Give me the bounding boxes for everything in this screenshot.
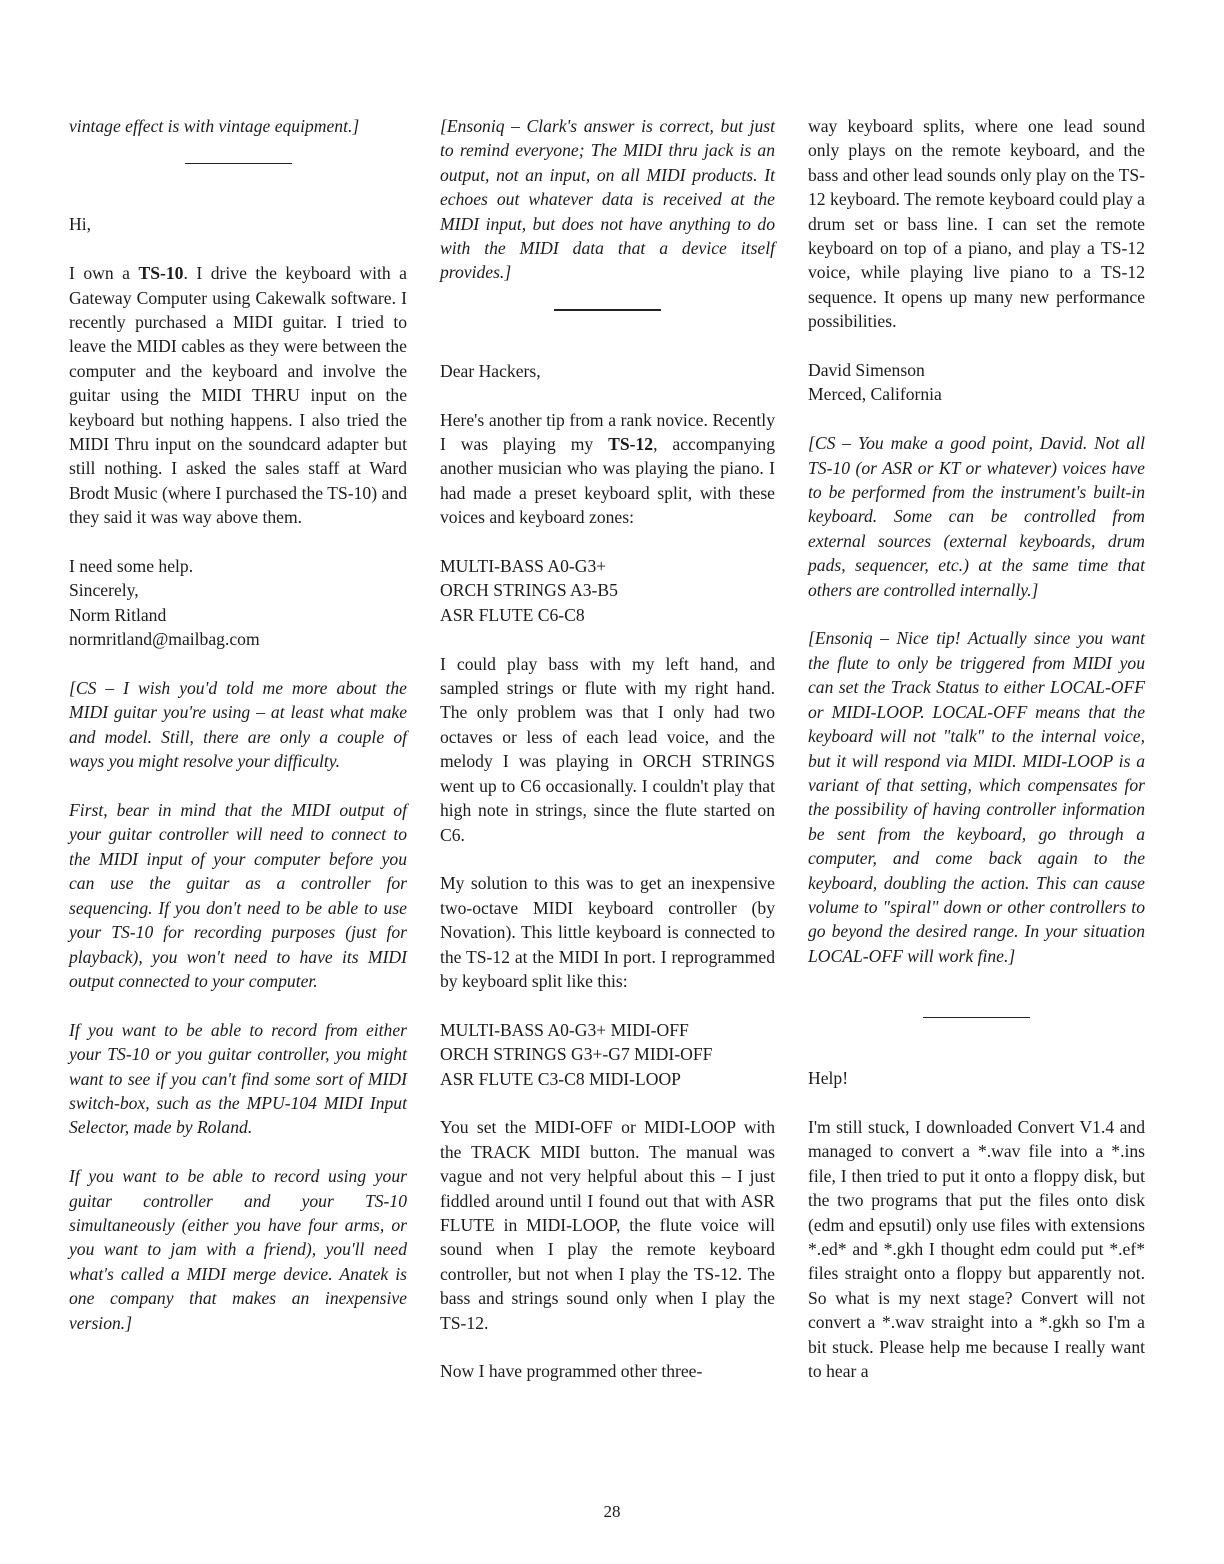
reply-paragraph: [Ensoniq – Nice tip! Actually since you want the flute to only be triggered from MIDI you can set the Track Status to either LOCAL-OFF or MIDI-LOOP. LOCAL-OFF means that the keyboard will not "talk" to the internal voice, but it will respond via MIDI. MIDI-LOOP is a variant of that setting, which compensates for the possibility of having controller information be sent from the keyboard, go through a computer, and come back again to the keyboard, doubling the action. This can cause volume to "spiral" down or other controllers to go beyond the desired range. In your situation LOCAL-OFF will work fine.] (808, 628, 1145, 966)
product-name: TS-10 (138, 263, 184, 284)
signature-block (69, 554, 407, 652)
zone-line: MULTI-BASS A0-G3+ MIDI-OFF (440, 1019, 689, 1040)
reply-paragraph: If you want to be able to record from either your TS-10 or you guitar controller, you might want to see if you can't find some sort of MIDI switch-box, such as the MPU-104 MIDI Input Selector, made by Roland. (69, 1019, 407, 1138)
signature-name: Norm Ritland (69, 604, 167, 625)
reply-paragraph: If you want to be able to record using your guitar controller and your TS-10 simultaneously (either you have four arms, or you want to jam with a friend), you'll need what's called a MIDI merge device. Anatek is one company that makes an inexpensive version.] (69, 1166, 407, 1333)
product-name: TS-12 (608, 434, 654, 455)
letter-paragraph (440, 408, 775, 530)
zone-list (440, 1018, 775, 1091)
salutation: Help! (808, 1068, 849, 1089)
letter-paragraph: My solution to this was to get an inexpensive two-octave MIDI keyboard controller (by Novation). This little keyboard is connected to the TS-12 at the MIDI In port. I reprogrammed by keyboard split like this: (440, 873, 775, 991)
text-run: I own a (69, 263, 139, 284)
salutation: Hi, (69, 214, 91, 235)
signature-location: Merced, California (808, 384, 942, 405)
zone-line: ASR FLUTE C3-C8 MIDI-LOOP (440, 1068, 681, 1089)
salutation: Dear Hackers, (440, 360, 541, 381)
signature-name: David Simenson (808, 360, 925, 381)
letter-paragraph: way keyboard splits, where one lead sound only plays on the remote keyboard, and the bass and other lead sounds only play on the TS-12 keyboard. The remote keyboard could play a drum set or bass line. I can set the remote keyboard on top of a piano, and play a TS-12 voice, while playing live piano to a TS-12 sequence. It opens up many new performance possibilities. (808, 116, 1145, 332)
page-number: 28 (603, 1502, 621, 1521)
reply-paragraph: [CS – I wish you'd told me more about the MIDI guitar you're using – at least what make and model. Still, there are only a couple of ways you might resolve your difficulty. (69, 678, 407, 772)
reply-paragraph: [Ensoniq – Clark's answer is correct, but just to remind everyone; The MIDI thru jack is an output, not an input, on all MIDI products. It echoes out whatever data is received at the MIDI input, but does not have anything to do with the MIDI data that a device itself provides.] (440, 116, 775, 283)
signature-block (808, 358, 1145, 407)
column-3 (808, 114, 1145, 1408)
text-run: , accompanying another musician who was playing the piano. I had made a preset keyboard split, with these voices and keyboard zones: (440, 434, 775, 528)
section-divider (923, 1017, 1030, 1019)
letter-paragraph: I could play bass with my left hand, and sampled strings or flute with my right hand. The only problem was that I only had two octaves or less of each lead voice, and the melody I was playing in ORCH STRINGS went up to C6 occasionally. I couldn't play that high note in strings, since the flute started on C6. (440, 653, 775, 845)
signature-line: I need some help. (69, 556, 194, 577)
letter-paragraph: You set the MIDI-OFF or MIDI-LOOP with the TRACK MIDI button. The manual was vague and not very helpful about this – I just fiddled around until I found out that with ASR FLUTE in MIDI-LOOP, the flute voice will sound when I play the remote keyboard controller, but not when I play the TS-12. The bass and strings sound only when I play the TS-12. (440, 1117, 775, 1333)
zone-line: MULTI-BASS A0-G3+ (440, 556, 607, 577)
zone-list (440, 554, 775, 627)
text-run: Here's another tip from a rank novice. Recently I was playing my (440, 409, 775, 455)
text-run: . I drive the keyboard with a Gateway Computer using Cakewalk software. I recently purchased a MIDI guitar. I tried to leave the MIDI cables as they were between the computer and the keyboard and involve the guitar using the MIDI THRU input on the keyboard but nothing happens. I also tried the MIDI Thru input on the soundcard adapter but still nothing. I asked the sales staff at Ward Brodt Music (where I purchased the TS-10) and they said it was way above them. (69, 263, 407, 528)
section-divider (185, 163, 292, 165)
zone-line: ORCH STRINGS A3-B5 (440, 580, 618, 601)
letter-paragraph (69, 261, 407, 529)
paragraph: vintage effect is with vintage equipment.] (69, 116, 360, 136)
letter-paragraph: I'm still stuck, I downloaded Convert V1.4 and managed to convert a *.wav file into a *.ins file, I then tried to put it onto a floppy disk, but the two programs that put the files onto disk (edm and epsutil) only use files with extensions *.ed* and *.gkh I thought edm could put *.ef* files straight onto a floppy but apparently not. So what is my next stage? Convert will not convert a *.wav straight into a *.gkh so I'm a bit stuck. Please help me because I really want to hear a (808, 1116, 1145, 1382)
letter-paragraph: Now I have programmed other three- (440, 1361, 703, 1382)
section-divider (554, 309, 661, 311)
signature-line: Sincerely, (69, 580, 139, 601)
reply-paragraph: [CS – You make a good point, David. Not all TS-10 (or ASR or KT or whatever) voices have to be performed from the instrument's built-in keyboard. Some can be controlled from external sources (external keyboards, drum pads, sequencer, etc.) at the same time that others are controlled internally.] (808, 433, 1145, 600)
column-2 (440, 114, 775, 1408)
column-1 (69, 114, 407, 1359)
reply-paragraph: First, bear in mind that the MIDI output of your guitar controller will need to connect to the MIDI input of your computer before you can use the guitar as a controller for sequencing. If you don't need to be able to use your TS-10 for recording purposes (just for playback), you won't need to have its MIDI output connected to your computer. (69, 800, 407, 991)
zone-line: ORCH STRINGS G3+-G7 MIDI-OFF (440, 1044, 713, 1065)
zone-line: ASR FLUTE C6-C8 (440, 604, 585, 625)
signature-email: normritland@mailbag.com (69, 629, 260, 650)
